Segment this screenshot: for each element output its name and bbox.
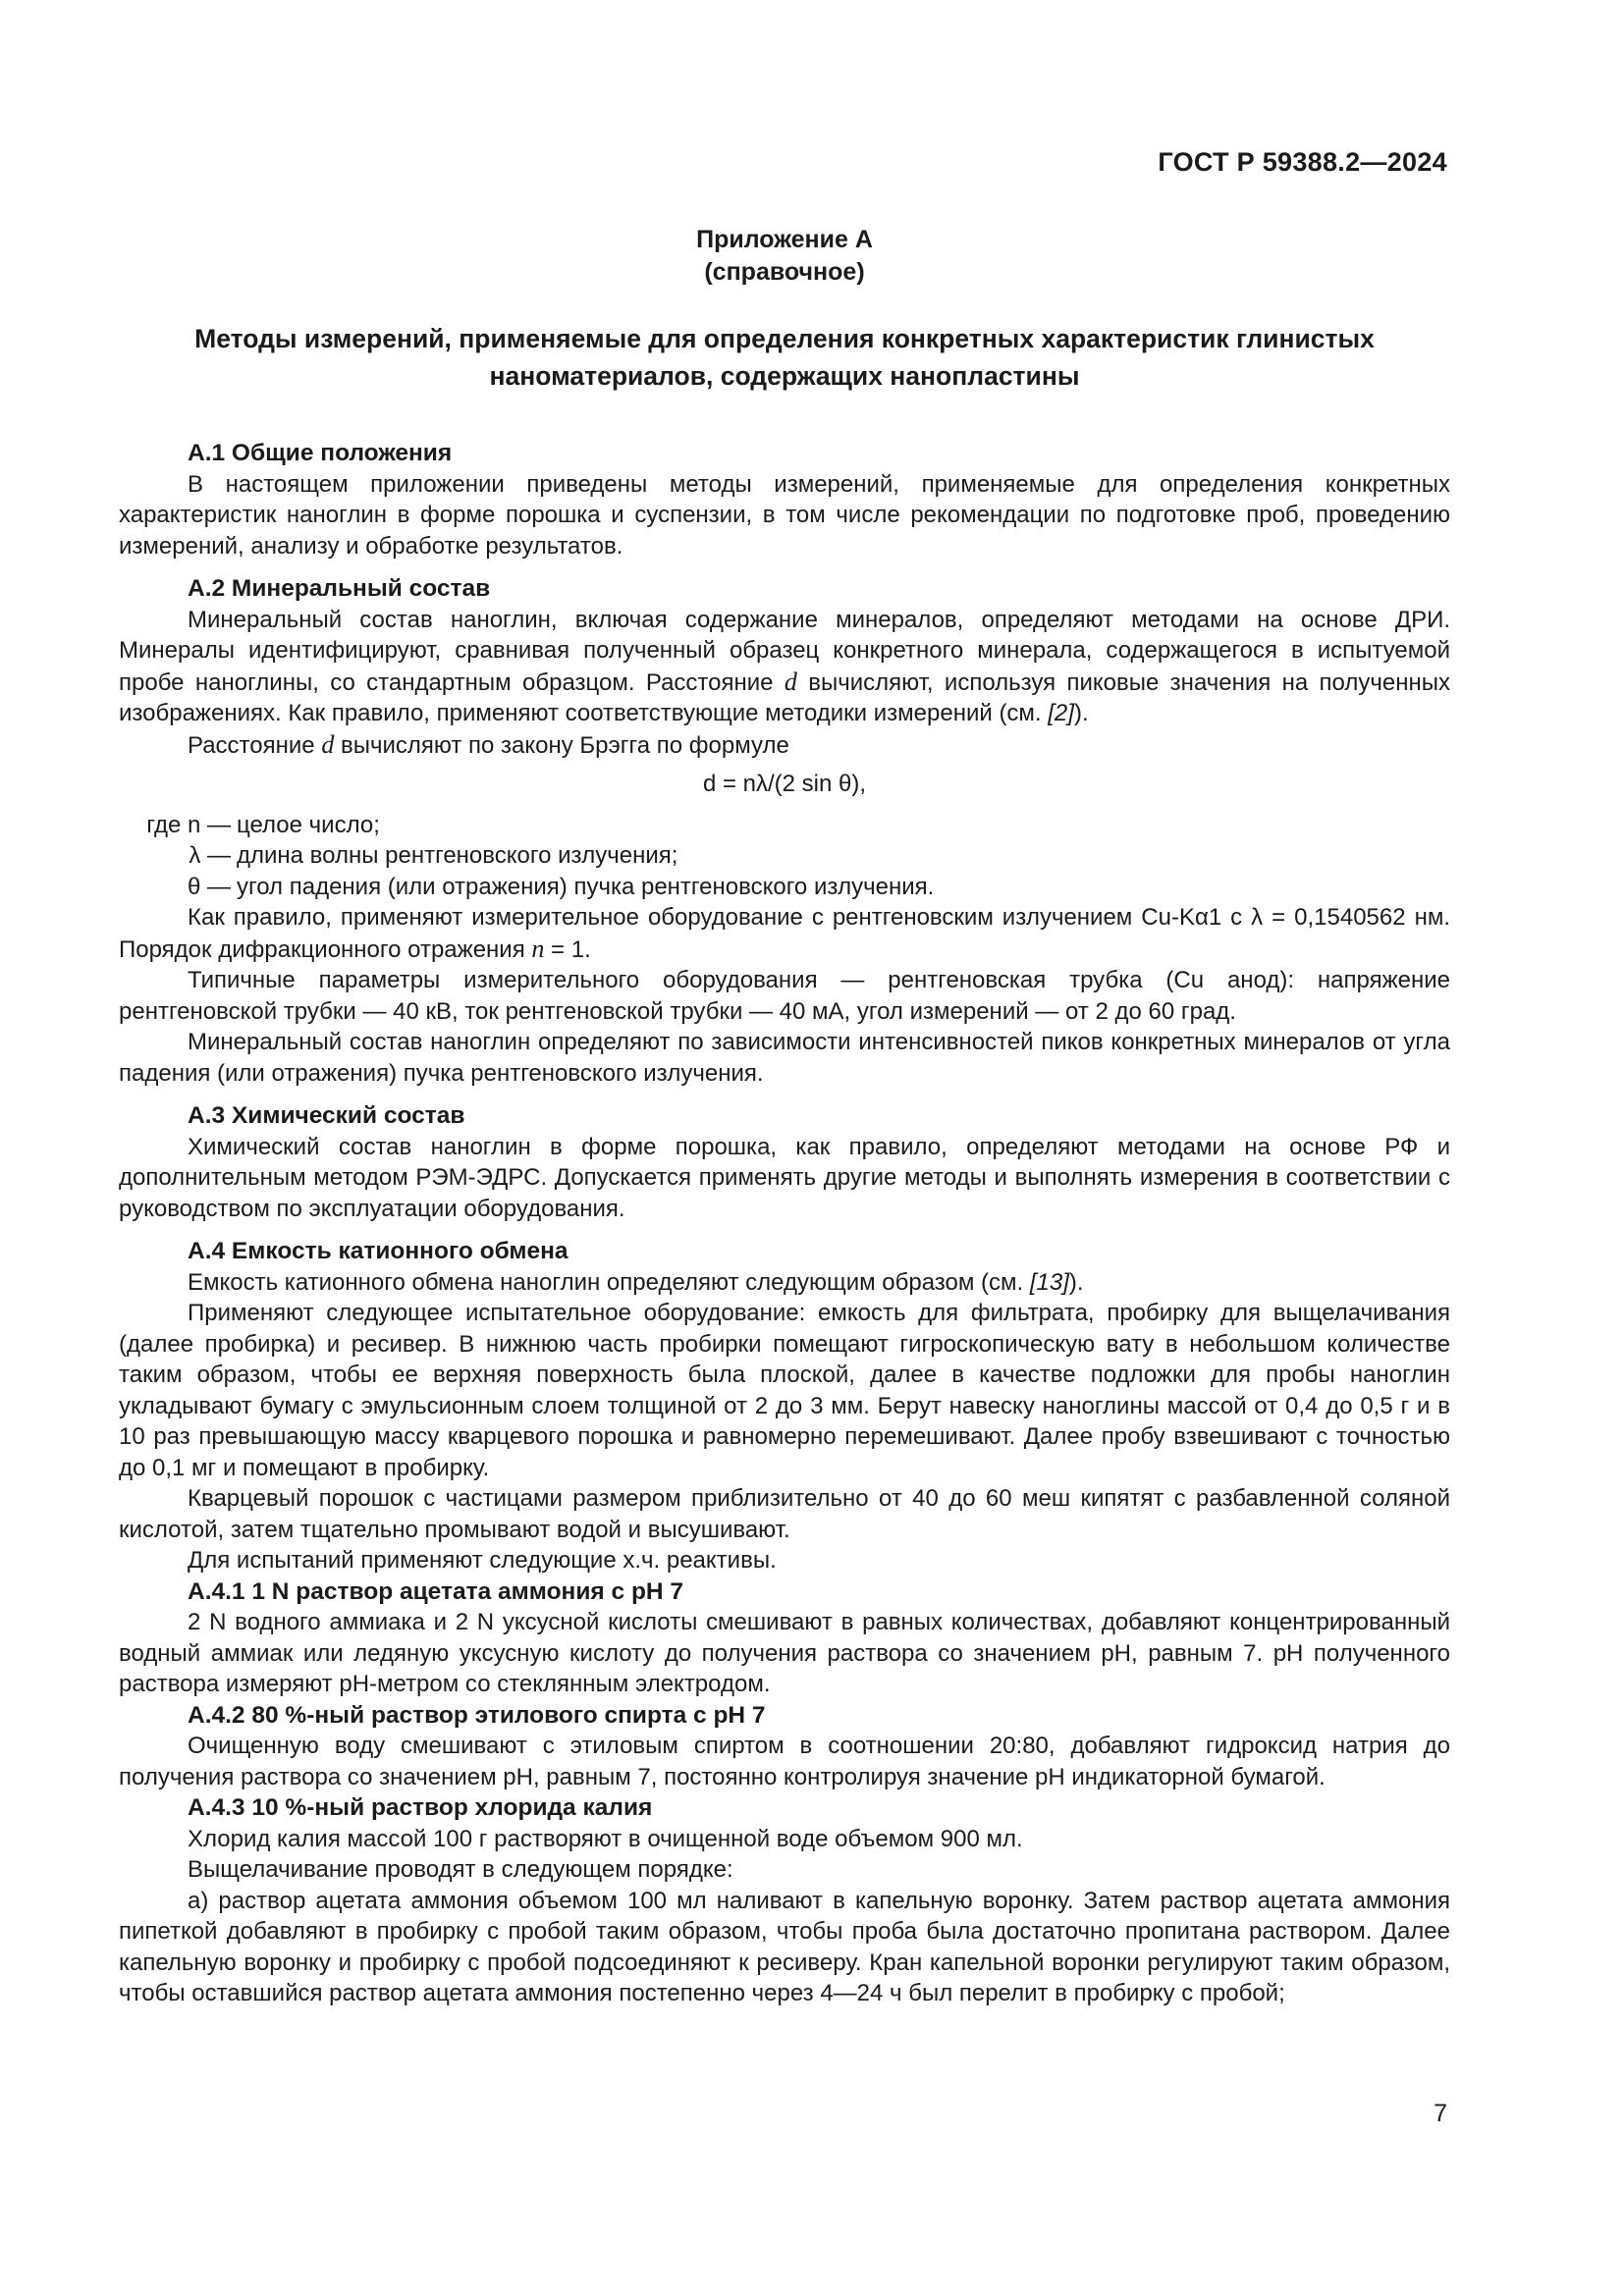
legend-symbol: θ — <box>187 873 231 900</box>
reference-link: [2] <box>1048 700 1074 726</box>
formula-legend <box>119 810 1450 903</box>
text-run: ). <box>1068 1268 1084 1296</box>
legend-row <box>119 840 1450 872</box>
legend-text: длина волны рентгеновского излучения; <box>237 842 678 869</box>
legend-symbol: где n — <box>146 811 231 838</box>
text-run: Расстояние <box>188 731 322 759</box>
text-run: Емкость катионного обмена наноглин определяют следующим образом (см. <box>188 1268 1030 1296</box>
subsection-a41-heading: А.4.1 1 N раствор ацетата аммония с pH 7 <box>188 1577 684 1605</box>
section-a2-paragraph-3 <box>119 902 1450 965</box>
subsection-a41-paragraph: 2 N водного аммиака и 2 N уксусной кислоты смешивают в равных количествах, добавляют концентрированный водный аммиак или ледяную уксусную кислоту до получения раствора со значением pH, равным 7. pH полученного раствора измеряют pH-метром со стеклянным электродом. <box>119 1609 1450 1697</box>
text-run: ). <box>1073 700 1089 726</box>
section-a4-paragraph-1 <box>119 1267 1450 1299</box>
subsection-a42-heading: А.4.2 80 %-ный раствор этилового спирта с pH 7 <box>188 1701 766 1729</box>
annex-title-line-1: Методы измерений, применяемые для определения конкретных характеристик глинистых <box>194 324 1375 353</box>
subsection-a43-heading: А.4.3 10 %-ный раствор хлорида калия <box>188 1794 653 1821</box>
page-number: 7 <box>1434 2100 1447 2127</box>
legend-row <box>119 810 1450 841</box>
variable-d: d <box>784 667 797 696</box>
section-a2-paragraph-5: Минеральный состав наноглин определяют по зависимости интенсивностей пиков конкретных минералов от угла падения (или отражения) пучка рентгеновского излучения. <box>119 1029 1450 1087</box>
section-a1-paragraph: В настоящем приложении приведены методы измерений, применяемые для определения конкретных характеристик наноглин в форме порошка и суспензии, в том числе рекомендации по подготовке проб, проведению измерений, анализу и обработке результатов. <box>119 470 1450 560</box>
text-run: вычисляют, используя пиковые значения на полученных изображениях. Как правило, применяют соответствующие методики измерений (см. <box>119 668 1450 726</box>
reference-link: [13] <box>1029 1268 1069 1296</box>
annex-label: Приложение А <box>696 226 873 253</box>
legend-symbol: λ — <box>189 842 231 869</box>
subsection-a43-paragraph-3: а) раствор ацетата аммония объемом 100 мл наливают в капельную воронку. Затем раствор ацетата аммония пипеткой добавляют в пробирку с пробой таким образом, чтобы проба была достаточно пропитана раствором. Далее капельную воронку и пробирку с пробой подсоединяют к ресиверу. Кран капельной воронки регулируют таким образом, чтобы оставшийся раствор ацетата аммония постепенно через 4—24 ч был перелит в пробирку с пробой; <box>119 1887 1450 2006</box>
section-a4-heading: А.4 Емкость катионного обмена <box>188 1238 568 1264</box>
text-run: Минеральный состав наноглин, включая содержание минералов, определяют методами на основе ДРИ. Минералы идентифицируют, сравнивая полученный образец конкретного минерала, содержащегося в испытуемой пробе наноглины, со стандартным образцом. Расстояние <box>119 606 1450 696</box>
section-a3-heading: А.3 Химический состав <box>188 1102 465 1129</box>
annex-title <box>119 320 1450 395</box>
subsection-a43-paragraph-1: Хлорид калия массой 100 г растворяют в очищенной воде объемом 900 мл. <box>188 1825 1023 1852</box>
section-a1-heading: А.1 Общие положения <box>188 440 453 466</box>
variable-d: d <box>321 729 335 759</box>
page-content <box>119 224 1450 2009</box>
text-run: вычисляют по закону Брэгга по формуле <box>334 731 789 759</box>
text-run: Как правило, применяют измерительное оборудование с рентгеновским излучением Cu-Kα1 с λ = 0,1540562 нм. Порядок дифракционного отражения <box>119 904 1450 963</box>
variable-n: n <box>531 934 545 963</box>
section-a2-paragraph-4: Типичные параметры измерительного оборудования — рентгеновская трубка (Cu анод): напряжение рентгеновской трубки — 40 кВ, ток рентгеновской трубки — 40 мА, угол измерений — от 2 до 60 град. <box>119 967 1450 1025</box>
subsection-a42-paragraph: Очищенную воду смешивают с этиловым спиртом в соотношении 20:80, добавляют гидроксид натрия до получения раствора со значением pH, равным 7, постоянно контролируя значение pH индикаторной бумагой. <box>119 1733 1450 1790</box>
legend-text: целое число; <box>237 811 380 838</box>
section-a4-paragraph-3: Кварцевый порошок с частицами размером приблизительно от 40 до 60 меш кипятят с разбавленной соляной кислотой, затем тщательно промывают водой и высушивают. <box>119 1485 1450 1543</box>
section-a2-heading: А.2 Минеральный состав <box>188 575 491 602</box>
section-a2-paragraph-2 <box>119 729 1450 762</box>
legend-text: угол падения (или отражения) пучка рентгеновского излучения. <box>237 873 935 900</box>
subsection-a43-paragraph-2: Выщелачивание проводят в следующем порядке: <box>188 1856 733 1883</box>
section-a3-paragraph: Химический состав наноглин в форме порошка, как правило, определяют методами на основе РФ и дополнительным методом РЭМ-ЭДРС. Допускается применять другие методы и выполнять измерения в соответствии с руководством по эксплуатации оборудования. <box>119 1133 1450 1222</box>
annex-type: (справочное) <box>704 258 865 286</box>
legend-row <box>119 872 1450 903</box>
bragg-formula: d = nλ/(2 sin θ), <box>702 771 867 797</box>
section-a2-paragraph-1 <box>119 605 1450 729</box>
section-a4-paragraph-4: Для испытаний применяют следующие х.ч. реактивы. <box>188 1547 777 1574</box>
text-run: = 1. <box>544 935 591 963</box>
annex-title-line-2: наноматериалов, содержащих нанопластины <box>489 361 1080 391</box>
document-code: ГОСТ Р 59388.2—2024 <box>1158 147 1447 177</box>
section-a4-paragraph-2: Применяют следующее испытательное оборудование: емкость для фильтрата, пробирку для выщелачивания (далее пробирка) и ресивер. В нижнюю часть пробирки помещают гигроскопическую вату в небольшом количестве таким образом, чтобы ее верхняя поверхность была плоской, далее в качестве подложки для пробы наноглин укладывают бумагу с эмульсионным слоем толщиной от 2 до 3 мм. Берут навеску наноглины массой от 0,4 до 0,5 г и в 10 раз превышающую массу кварцевого порошка и равномерно перемешивают. Далее пробу взвешивают с точностью до 0,1 мг и помещают в пробирку. <box>119 1300 1450 1481</box>
